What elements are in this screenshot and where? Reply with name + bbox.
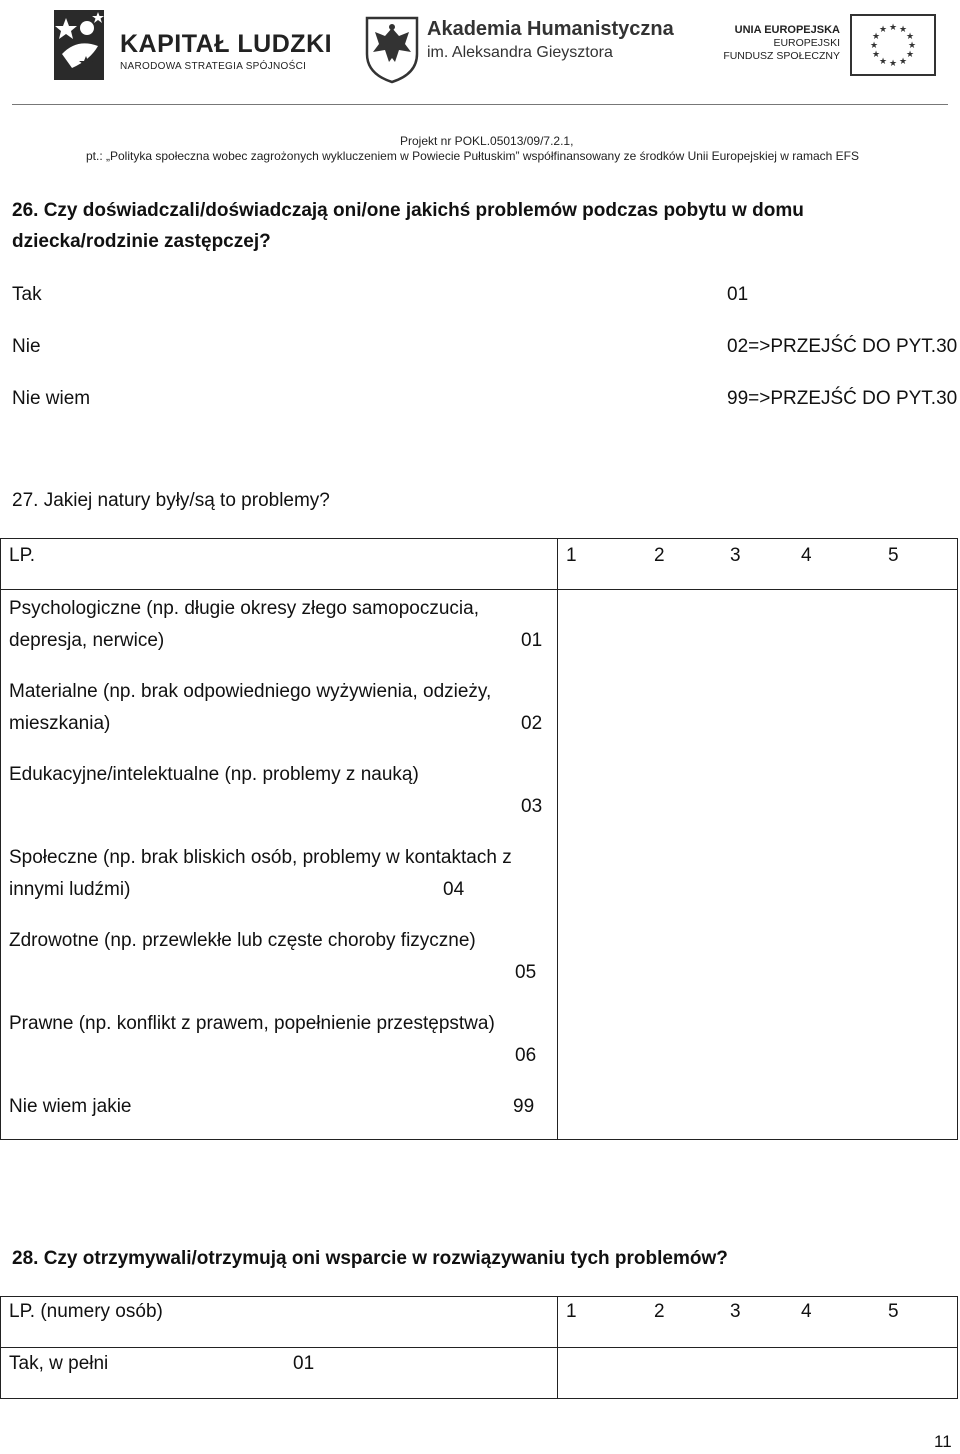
q27-row-code: 05: [515, 962, 537, 983]
header-divider: [12, 104, 948, 105]
q27-title: 27. Jakiej natury były/są to problemy?: [12, 490, 330, 511]
svg-text:★: ★: [905, 32, 915, 42]
q27-col-header: 1: [566, 545, 577, 566]
academy-subname: im. Aleksandra Gieysztora: [427, 44, 613, 61]
svg-text:★: ★: [878, 25, 888, 35]
q28-table: [0, 1296, 958, 1399]
q27-col-header: 3: [730, 545, 741, 566]
svg-text:★: ★: [905, 50, 915, 60]
q27-header-label: LP.: [9, 545, 36, 566]
q26-title-line2: dziecka/rodzinie zastępczej?: [12, 231, 271, 252]
q27-row-code: 02: [521, 713, 543, 734]
svg-text:★: ★: [898, 57, 908, 67]
svg-text:★: ★: [898, 25, 908, 35]
svg-text:★: ★: [907, 41, 917, 51]
q26-option-label: Nie: [12, 336, 41, 357]
project-line2: pt.: „Polityka społeczna wobec zagrożonych wykluczeniem w Powiecie Pułtuskim” współfinansowany ze środków Unii Europejskiej w ramach EFS: [86, 149, 859, 163]
q28-col-header: 4: [801, 1301, 812, 1322]
q27-table: [0, 538, 958, 1140]
q27-row-text: Zdrowotne (np. przewlekłe lub częste choroby fizyczne): [9, 930, 476, 951]
q27-row-text: Prawne (np. konflikt z prawem, popełnienie przestępstwa): [9, 1013, 495, 1034]
academy-logo: [363, 14, 674, 84]
q26-option-code: 99=>PRZEJŚĆ DO PYT.30: [727, 388, 958, 409]
q28-header-columns-cell: [558, 1297, 958, 1348]
svg-text:★: ★: [871, 32, 881, 42]
q26-option-code: 01: [727, 284, 749, 305]
svg-text:★: ★: [888, 23, 898, 33]
q27-row-code: 01: [521, 630, 543, 651]
q28-col-header: 2: [654, 1301, 665, 1322]
q27-row-code: 04: [443, 879, 465, 900]
page-number: 11: [934, 1432, 952, 1451]
svg-text:★: ★: [878, 57, 888, 67]
q27-row-code: 99: [513, 1096, 535, 1117]
q26-option-code: 02=>PRZEJŚĆ DO PYT.30: [727, 336, 958, 357]
q28-header-label: LP. (numery osób): [9, 1301, 163, 1322]
q28-title: 28. Czy otrzymywali/otrzymują oni wsparcie w rozwiązywaniu tych problemów?: [12, 1248, 728, 1269]
q26-option-label: Nie wiem: [12, 388, 91, 409]
q27-answer-cell[interactable]: [558, 590, 958, 1140]
q27-row-text: depresja, nerwice): [9, 630, 165, 651]
q28-row-code: 01: [293, 1353, 315, 1374]
q28-row-cell: [1, 1348, 558, 1399]
q27-col-header: 4: [801, 545, 812, 566]
q28-header-label-cell: [1, 1297, 558, 1348]
kapital-ludzki-emblem-icon: [52, 8, 110, 84]
eu-line2: EUROPEJSKI: [773, 37, 840, 49]
q28-col-header: 5: [888, 1301, 899, 1322]
kapital-title: KAPITAŁ LUDZKI: [120, 30, 333, 58]
q27-rows-cell: [1, 590, 558, 1140]
q28-answer-cell[interactable]: [558, 1348, 958, 1399]
eu-line3: FUNDUSZ SPOŁECZNY: [723, 50, 840, 62]
q27-header-label-cell: [1, 539, 558, 590]
q27-row-text: innymi ludźmi): [9, 879, 131, 900]
eu-flag-icon: [850, 14, 936, 76]
q28-col-header: 1: [566, 1301, 577, 1322]
q27-row-text: Edukacyjne/intelektualne (np. problemy z nauką): [9, 764, 419, 785]
q26-title-line1: 26. Czy doświadczali/doświadczają oni/one jakichś problemów podczas pobytu w domu: [12, 200, 804, 221]
q27-row-text: Nie wiem jakie: [9, 1096, 132, 1117]
project-line1: Projekt nr POKL.05013/09/7.2.1,: [400, 134, 574, 148]
eu-line1: UNIA EUROPEJSKA: [734, 24, 840, 36]
q27-row-code: 06: [515, 1045, 537, 1066]
academy-name: Akademia Humanistyczna: [427, 18, 674, 40]
q27-header-columns-cell: [558, 539, 958, 590]
q28-col-header: 3: [730, 1301, 741, 1322]
q26-option-label: Tak: [12, 284, 42, 305]
svg-text:★: ★: [871, 50, 881, 60]
q27-row-text: Psychologiczne (np. długie okresy złego samopoczucia,: [9, 598, 479, 619]
q27-row-text: Społeczne (np. brak bliskich osób, problemy w kontaktach z: [9, 847, 512, 868]
eagle-crest-icon: [363, 14, 421, 84]
kapital-subtitle: NARODOWA STRATEGIA SPÓJNOŚCI: [120, 61, 307, 72]
q27-row-code: 03: [521, 796, 543, 817]
q28-row-label: Tak, w pełni: [9, 1353, 109, 1374]
q27-col-header: 5: [888, 545, 899, 566]
eu-logo: [700, 14, 936, 78]
q27-row-text: mieszkania): [9, 713, 111, 734]
kapital-ludzki-logo: [52, 8, 333, 88]
q27-col-header: 2: [654, 545, 665, 566]
svg-text:★: ★: [888, 59, 898, 69]
q27-row-text: Materialne (np. brak odpowiedniego wyżywienia, odzieży,: [9, 681, 492, 702]
svg-text:★: ★: [869, 41, 879, 51]
